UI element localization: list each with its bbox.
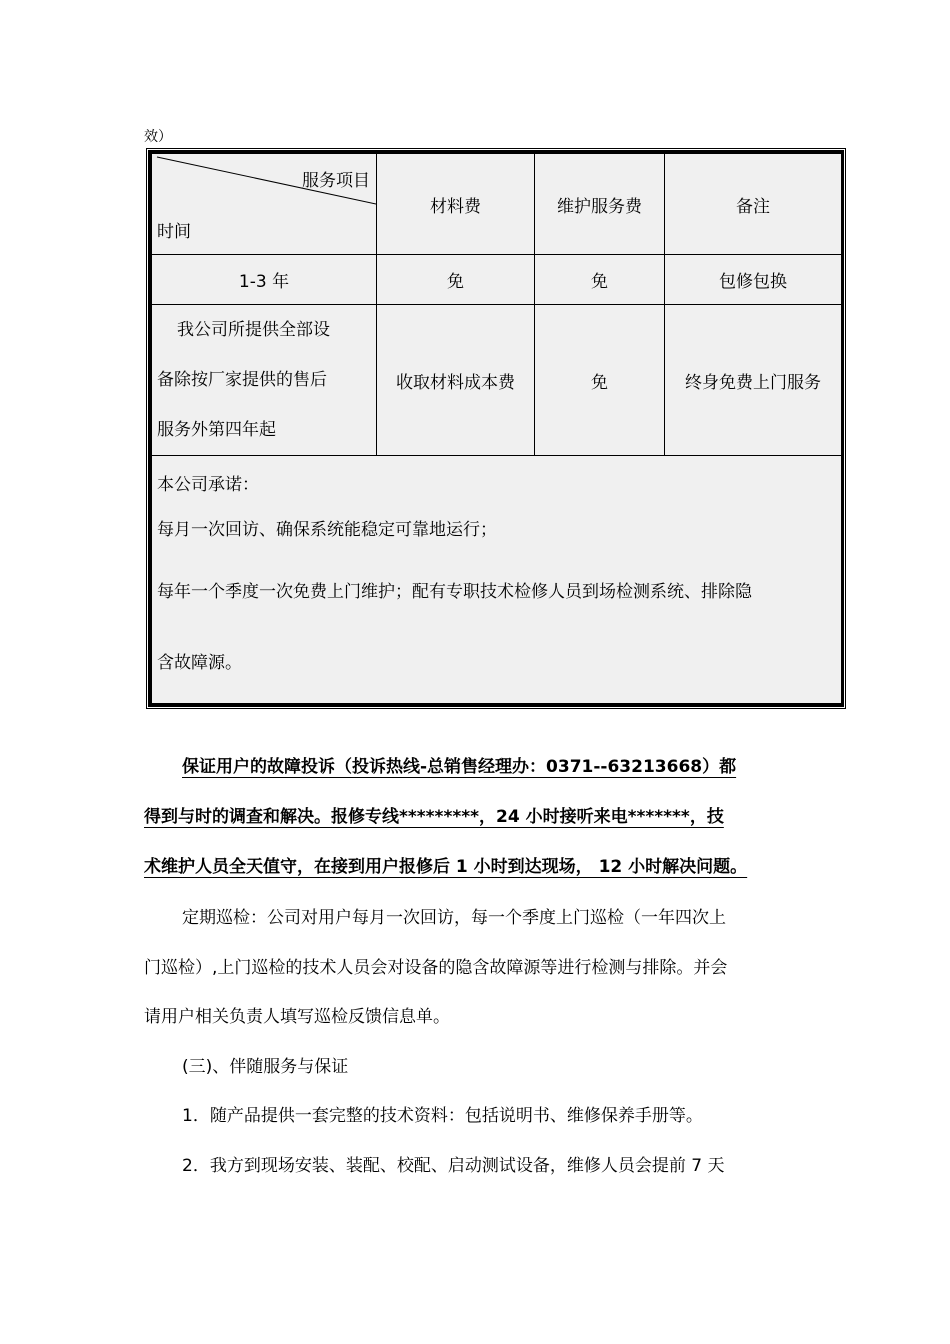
row2-period	[152, 305, 377, 456]
inspection-line: 定期巡检：公司对用户每月一次回访，每一个季度上门巡检（一年四次上	[182, 908, 726, 928]
promise-line: 每月一次回访、确保系统能稳定可靠地运行；	[157, 520, 497, 540]
row2-service: 免	[535, 305, 665, 456]
promise-row	[152, 456, 842, 704]
header-service-fee: 维护服务费	[535, 154, 665, 255]
header-material-fee: 材料费	[377, 154, 535, 255]
header-remark: 备注	[665, 154, 842, 255]
row2-period-line2: 备除按厂家提供的售后	[157, 370, 327, 390]
row2-period-line3: 服务外第四年起	[157, 420, 276, 440]
complaint-line: 保证用户的故障投诉（投诉热线-总销售经理办：0371--63213668）都	[182, 757, 737, 777]
service-table	[148, 150, 844, 707]
diagonal-header-cell	[152, 154, 377, 255]
promise-cell	[152, 456, 842, 704]
row1-period	[152, 255, 377, 305]
list-item: 1．随产品提供一套完整的技术资料：包括说明书、维修保养手册等。	[182, 1106, 703, 1126]
row2-remark: 终身免费上门服务	[665, 305, 842, 456]
header-service-item: 服务项目	[302, 171, 370, 191]
row1-material: 免	[377, 255, 535, 305]
promise-line: 含故障源。	[157, 653, 242, 673]
row2-period-line1: 我公司所提供全部设	[177, 320, 330, 340]
inspection-line: 请用户相关负责人填写巡检反馈信息单。	[144, 1007, 450, 1027]
promise-title: 本公司承诺：	[157, 475, 259, 495]
table-row	[152, 255, 842, 305]
complaint-line: 得到与时的调查和解决。报修专线*********，24 小时接听来电*******，技	[144, 807, 724, 827]
header-time: 时间	[157, 222, 191, 242]
table-row	[152, 305, 842, 456]
inspection-line: 门巡检）,上门巡检的技术人员会对设备的隐含故障源等进行检测与排除。并会	[144, 958, 728, 978]
list-item: 2．我方到现场安装、装配、校配、启动测试设备，维修人员会提前 7 天	[182, 1156, 725, 1176]
top-note: 效）	[144, 129, 172, 145]
row1-remark: 包修包换	[665, 255, 842, 305]
row1-service: 免	[535, 255, 665, 305]
table-header-row	[152, 154, 842, 255]
row2-material: 收取材料成本费	[377, 305, 535, 456]
promise-line: 每年一个季度一次免费上门维护；配有专职技术检修人员到场检测系统、排除隐	[157, 582, 752, 602]
complaint-line: 术维护人员全天值守，在接到用户报修后 1 小时到达现场， 12 小时解决问题。	[144, 857, 748, 877]
row1-period-text: 1-3 年	[238, 272, 290, 292]
section-title: (三)、伴随服务与保证	[182, 1057, 349, 1077]
